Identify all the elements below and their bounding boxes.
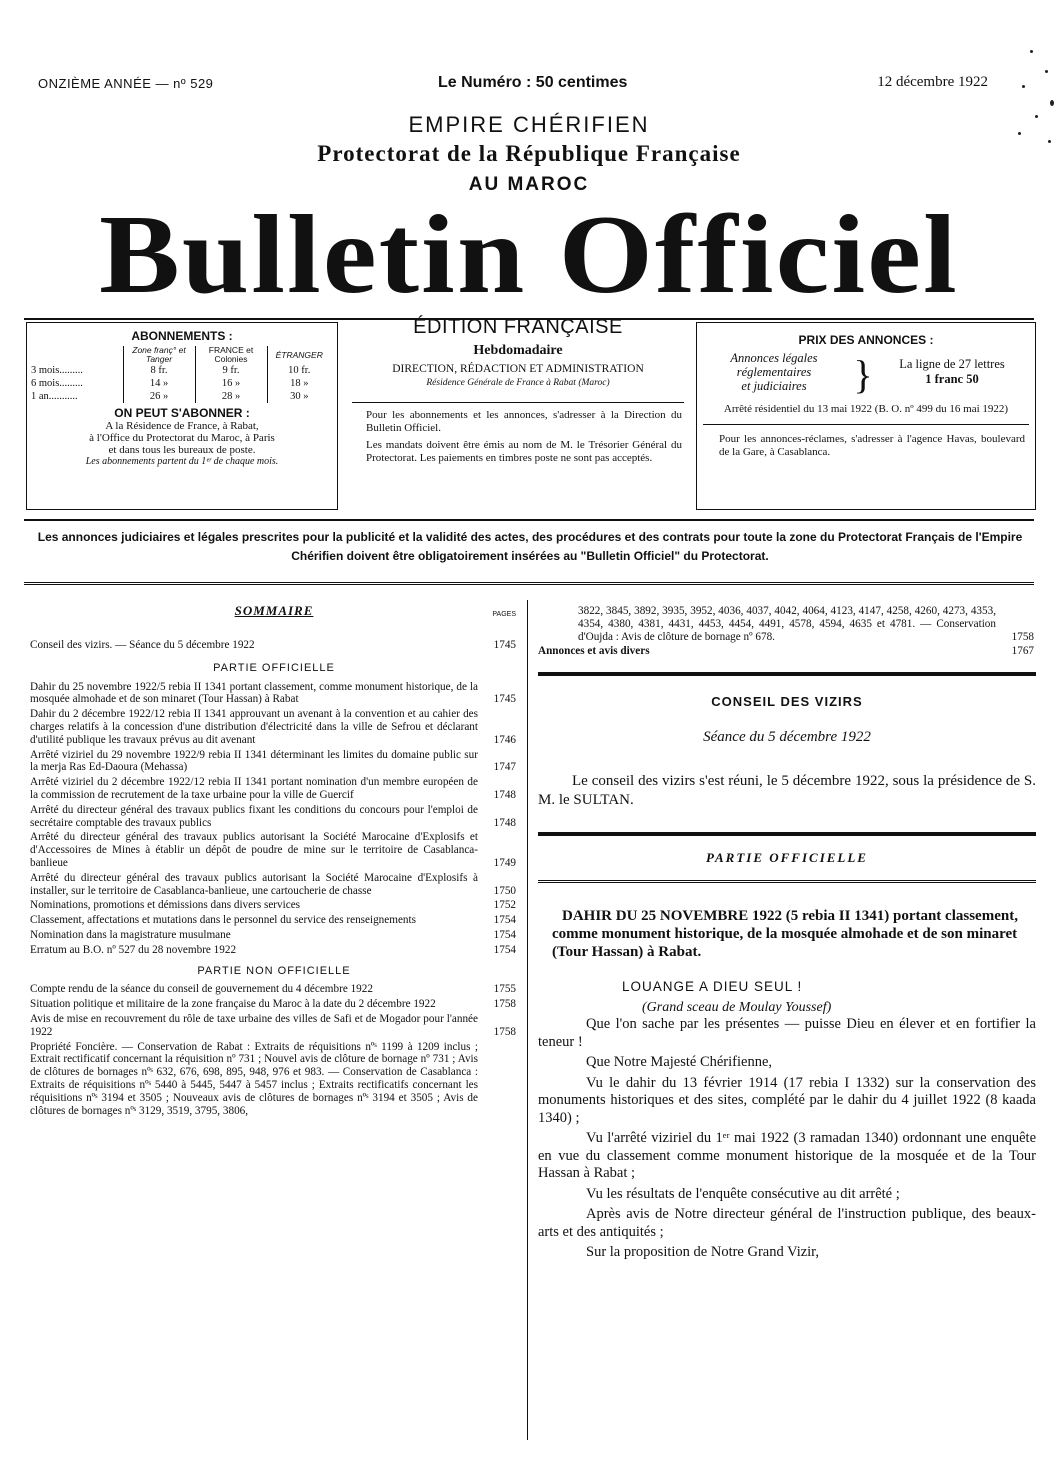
annonces-categories xyxy=(699,351,849,393)
toc-page: 1755 xyxy=(493,983,516,996)
dahir-p5: Vu les résultats de l'enquête consécutive au dit arrêté ; xyxy=(586,1185,900,1202)
toc-page: 1752 xyxy=(493,899,516,912)
list-item xyxy=(30,681,518,707)
toc-text: Compte rendu de la séance du conseil de gouvernement du 4 décembre 1922 xyxy=(30,983,373,996)
edition-p2: Les mandats doivent être émis au nom de M. le Trésorier Général du Protectorat. Les paiements en timbres poste ne sont pas acceptés. xyxy=(366,439,682,464)
toc-text: Arrêté du directeur général des travaux publics autorisant la Société Marocaine d'Explosifs à installer, sur le territoire de Casablanca-banlieue, une cartoucherie de chasse xyxy=(30,871,478,897)
toc-text: Dahir du 25 novembre 1922/5 rebia II 1341 portant classement, comme monument historique, de la mosquée almohade et de son minaret (Tour Hassan) à Rabat xyxy=(30,680,478,706)
dahir-p6: Après avis de Notre directeur général de l'instruction publique, des beaux-arts et des antiquités ; xyxy=(538,1206,1036,1240)
divider xyxy=(352,402,684,403)
toc-page: 1758 xyxy=(493,998,516,1011)
toc-text: Arrêté viziriel du 29 novembre 1922/9 rebia II 1341 déterminant les limites du domaine public sur la merja Ras Ed-Daoura (Mehassa) xyxy=(30,748,478,774)
issue-date: 12 décembre 1922 xyxy=(877,74,988,90)
annonces-category: Annonces légales xyxy=(730,351,818,365)
table-cell: 10 fr. xyxy=(267,364,331,377)
list-item xyxy=(30,872,518,898)
list-item xyxy=(30,983,518,996)
toc-page: 1748 xyxy=(493,816,516,829)
partie-officielle-label: PARTIE OFFICIELLE xyxy=(213,661,335,674)
dahir-p1: Que l'on sache par les présentes — puisse Dieu en élever et en fortifier la teneur ! xyxy=(538,1016,1036,1050)
issue-number: ONZIÈME ANNÉE — nº 529 xyxy=(38,76,214,91)
divider xyxy=(24,519,1034,521)
toc-page: 1748 xyxy=(493,788,516,801)
divider xyxy=(538,832,1036,836)
column-divider xyxy=(527,600,528,1440)
partie-officielle-heading: PARTIE OFFICIELLE xyxy=(706,850,868,866)
divider xyxy=(538,672,1036,676)
list-item xyxy=(30,944,518,957)
toc-page: 1767 xyxy=(1011,645,1034,658)
toc-page: 1747 xyxy=(493,761,516,774)
conseil-seance: Séance du 5 décembre 1922 xyxy=(703,729,871,746)
edition-direction: DIRECTION, RÉDACTION ET ADMINISTRATION xyxy=(392,363,644,375)
list-item xyxy=(30,1013,518,1039)
toc-text: Classement, affectations et mutations dans le personnel du service des renseignements xyxy=(30,914,416,927)
list-item xyxy=(30,899,518,912)
toc-page: 1754 xyxy=(493,928,516,941)
toc-page: 1746 xyxy=(493,733,516,746)
toc-page: 1745 xyxy=(493,639,516,651)
masthead-top-line xyxy=(38,74,988,98)
toc-text: Situation politique et militaire de la zone française du Maroc à la date du 2 décembre 1922 xyxy=(30,998,436,1011)
table-cell: 26 » xyxy=(123,390,195,403)
on-peut-heading: ON PEUT S'ABONNER : xyxy=(114,406,250,420)
table-row xyxy=(27,377,331,390)
list-item xyxy=(30,776,518,802)
pages-label: PAGES xyxy=(492,611,516,618)
dahir-title: DAHIR DU 25 NOVEMBRE 1922 (5 rebia II 1341) portant classement, comme monument historique, de la mosquée almohade et de son minaret (Tour Hassan) à Rabat. xyxy=(552,908,1018,961)
table-cell: 1 an........... xyxy=(31,391,78,402)
toc-page: 1754 xyxy=(493,943,516,956)
table-cell: 30 » xyxy=(267,390,331,403)
list-item xyxy=(538,645,1036,658)
sommaire-title: SOMMAIRE xyxy=(234,603,314,618)
sommaire-header xyxy=(30,605,518,623)
table-cell: 16 » xyxy=(195,377,267,390)
dahir-p7: Sur la proposition de Notre Grand Vizir, xyxy=(586,1244,820,1261)
edition-box xyxy=(346,314,690,510)
au-maroc-heading: AU MAROC xyxy=(468,174,590,195)
abonnement-line: et dans tous les bureaux de poste. xyxy=(108,444,256,456)
conseil-title: CONSEIL DES VIZIRS xyxy=(711,694,863,710)
louange: LOUANGE A DIEU SEUL ! xyxy=(622,979,803,995)
toc-page: 1745 xyxy=(493,693,516,706)
toc-text: Nominations, promotions et démissions dans divers services xyxy=(30,899,301,912)
divider xyxy=(703,424,1029,425)
abonnement-line: A la Résidence de France, à Rabat, xyxy=(105,420,259,432)
annonces-reclames: Pour les annonces-réclames, s'adresser à l'agence Havas, boulevard de la Gare, à Casablanca. xyxy=(719,433,1025,458)
list-item xyxy=(30,749,518,775)
edition-frequency: Hebdomadaire xyxy=(473,343,563,358)
table-header: ÉTRANGER xyxy=(267,346,331,364)
list-item xyxy=(30,831,518,869)
toc-text: Arrêté du directeur général des travaux publics autorisant la Société Marocaine d'Explosifs et d'Accessoires de Mines à établir un dépôt de poudre de mine sur le territoire de Casablanca-banlieue xyxy=(30,831,478,869)
table-cell: 28 » xyxy=(195,390,267,403)
toc-text: Dahir du 2 décembre 1922/12 rebia II 1341 approuvant un avenant à la convention et au cahier des charges relatifs à la concession d'une distribution d'électricité dans la ville de Sefrou et déclarant d'utilité publique les travaux prévus au dit avenant xyxy=(30,708,478,746)
dahir-p2: Que Notre Majesté Chérifienne, xyxy=(586,1054,773,1071)
table-cell: 6 mois......... xyxy=(31,378,83,389)
abonnements-table xyxy=(27,346,331,403)
legal-notice: Les annonces judiciaires et légales prescrites pour la publicité et la validité des actes, des procédures et des contrats pour toute la zone du Protectorat Français de l'Empire Chérifien doivent être obligatoirement insérées au "Bulletin Officiel" du Protectorat. xyxy=(37,530,1023,563)
protectorat-heading: Protectorat de la République Française xyxy=(317,141,741,166)
table-row xyxy=(27,364,331,377)
sommaire-column xyxy=(30,605,518,1119)
table-header: Zone franç° et Tanger xyxy=(123,346,195,364)
list-item xyxy=(30,929,518,942)
annonces-category: et judiciaires xyxy=(741,379,807,393)
annonces-ligne: La ligne de 27 lettres xyxy=(899,357,1005,371)
toc-text: 3822, 3845, 3892, 3935, 3952, 4036, 4037, 4042, 4064, 4123, 4147, 4258, 4260, 4273, 4353, 4354, 4380, 4381, 4431, 4453, 4454, 4491, 4578, 4594, 4635 et 4781. — Conservation d'Oujda : Avis de clôture de bornage nº 678. xyxy=(578,605,996,643)
annonces-price: 1 franc 50 xyxy=(925,372,979,386)
annonces-price-info xyxy=(869,357,1035,387)
toc-text: Avis de mise en recouvrement du rôle de taxe urbaine des villes de Safi et de Mogador pour l'année 1922 xyxy=(30,1012,478,1038)
toc-page: 1758 xyxy=(1011,630,1034,643)
abonnement-info xyxy=(27,420,337,468)
annonces-arrete: Arrêté résidentiel du 13 mai 1922 (B. O. nº 499 du 16 mai 1922) xyxy=(723,403,1009,415)
grand-sceau: (Grand sceau de Moulay Youssef) xyxy=(642,1000,832,1016)
toc-text: Annonces et avis divers xyxy=(538,645,650,658)
dahir-p3: Vu le dahir du 13 février 1914 (17 rebia I 1332) sur la conservation des monuments historiques et des sites, complété par le dahir du 4 juillet 1922 (8 kaada 1340) ; xyxy=(538,1074,1036,1126)
annonces-category: réglementaires xyxy=(736,365,812,379)
table-cell: 14 » xyxy=(123,377,195,390)
edition-residence: Résidence Générale de France à Rabat (Maroc) xyxy=(426,378,610,388)
abonnement-note: Les abonnements partent du 1ᵉʳ de chaque mois. xyxy=(85,456,279,467)
list-item xyxy=(30,708,518,746)
partie-non-officielle-label: PARTIE NON OFFICIELLE xyxy=(197,964,351,977)
toc-text: Nomination dans la magistrature musulmane xyxy=(30,928,231,941)
bulletin-title: Bulletin Officiel xyxy=(99,193,959,317)
abonnement-line: à l'Office du Protectorat du Maroc, à Paris xyxy=(89,432,275,444)
table-row xyxy=(27,390,331,403)
toc-page: 1750 xyxy=(493,884,516,897)
conseil-text: Le conseil des vizirs s'est réuni, le 5 décembre 1922, sous la présidence de S. M. le SULTAN. xyxy=(538,773,1036,809)
toc-text: Arrêté viziriel du 2 décembre 1922/12 rebia II 1341 portant nomination d'un membre européen de la commission de recrutement de la taxe urbaine pour la ville de Guercif xyxy=(30,776,478,801)
annonces-title: PRIX DES ANNONCES : xyxy=(798,333,934,347)
divider xyxy=(24,582,1034,585)
right-column xyxy=(538,605,1036,1262)
empire-heading: EMPIRE CHÉRIFIEN xyxy=(408,112,650,137)
toc-text: Propriété Foncière. — Conservation de Rabat : Extraits de réquisitions nºˢ 1199 à 1209 inclus ; Extrait rectificatif concernant la réquisition nº 731 ; Nouvel avis de clôture de bornage nº 731 ; Avis de clôtures de bornages nºˢ 632, 676, 698, 895, 948, 976 et 983. — Conservation de Casablanca : Extraits de réquisitions nºˢ 5440 à 5445, 5447 à 5457 inclus ; Extraits rectificatifs concernant les réquisitions nºˢ 3194 et 3505 ; Nouveaux avis de clôtures de bornages nºˢ 3194 et 3505 ; Avis de clôtures de bornages nºˢ 3129, 3519, 3795, 3806, xyxy=(30,1040,478,1117)
edition-title: ÉDITION FRANÇAISE xyxy=(413,316,623,338)
table-cell: 8 fr. xyxy=(123,364,195,377)
brace-icon: } xyxy=(853,352,873,397)
table-cell: 18 » xyxy=(267,377,331,390)
table-header: FRANCE et Colonies xyxy=(195,346,267,364)
toc-page: 1758 xyxy=(493,1025,516,1038)
list-item xyxy=(30,804,518,830)
divider xyxy=(538,880,1036,883)
list-item xyxy=(30,639,518,652)
annonces-box xyxy=(696,322,1036,510)
toc-page: 1749 xyxy=(493,856,516,869)
list-item xyxy=(30,914,518,927)
list-item xyxy=(30,1041,518,1118)
edition-p1: Pour les abonnements et les annonces, s'adresser à la Direction du Bulletin Officiel. xyxy=(366,409,682,434)
abonnements-title: ABONNEMENTS : xyxy=(131,329,233,343)
issue-price: Le Numéro : 50 centimes xyxy=(438,74,628,91)
table-cell: 3 mois......... xyxy=(31,365,83,376)
toc-page: 1754 xyxy=(493,914,516,927)
annonces-tarif xyxy=(697,351,1035,403)
list-item xyxy=(30,998,518,1011)
list-item xyxy=(538,605,1036,643)
dahir-p4: Vu l'arrêté viziriel du 1ᵉʳ mai 1922 (3 ramadan 1340) ordonnant une enquête en vue du classement comme monument historique de la mosquée et de la Tour Hassan à Rabat ; xyxy=(538,1130,1036,1182)
abonnements-box xyxy=(26,322,338,510)
toc-text: Arrêté du directeur général des travaux publics fixant les conditions du concours pour l'emploi de secrétaire comptable des travaux publics xyxy=(30,803,478,829)
table-cell: 9 fr. xyxy=(195,364,267,377)
toc-text: Conseil des vizirs. — Séance du 5 décembre 1922 xyxy=(30,639,255,651)
toc-text: Erratum au B.O. nº 527 du 28 novembre 1922 xyxy=(30,943,237,956)
